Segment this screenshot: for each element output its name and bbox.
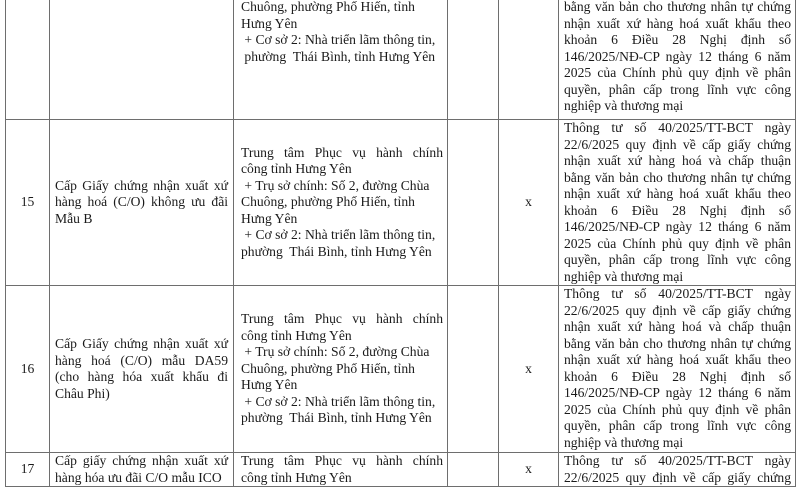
column-4-cell <box>448 453 499 487</box>
location-line: phường Thái Bình, tỉnh Hưng Yên <box>241 48 436 64</box>
location-line: Trung tâm Phục vụ hành chính <box>241 311 443 327</box>
location-line: Trung tâm Phục vụ hành chính <box>241 453 443 468</box>
legal-basis-line: bằng văn bản cho thương nhân tự chứng <box>564 169 791 185</box>
legal-basis-line: nghiệp và thương mại <box>564 268 684 284</box>
legal-basis-line: quyền, phân cấp trong lĩnh vực công <box>564 81 791 97</box>
location-line: Hưng Yên <box>241 210 298 226</box>
legal-basis-line: nhận xuất xứ hàng hoá xuất khẩu theo <box>564 352 791 367</box>
legal-basis-line: nhận xuất xứ hàng hoá xuất khẩu theo <box>564 186 791 201</box>
table-row <box>6 120 796 286</box>
legal-basis-line: 22/6/2025 quy định về cấp giấy chứng <box>564 469 791 485</box>
applicable-mark-cell <box>499 0 559 120</box>
legal-basis-line: bằng văn bản cho thương nhân tự chứng <box>564 335 791 351</box>
column-4-cell <box>448 0 499 120</box>
procedure-name-cell: Cấp Giấy chứng nhận xuất xứ hàng hoá (C/O) không ưu đãi Mẫu B <box>50 120 234 286</box>
legal-basis-line: nghiệp và thương mại <box>564 98 684 113</box>
legal-basis-line: Thông tư số 40/2025/TT-BCT ngày <box>564 286 791 301</box>
location-line: Trung tâm Phục vụ hành chính <box>241 144 443 160</box>
location-line: công tỉnh Hưng Yên <box>241 161 352 177</box>
legal-basis-cell <box>559 286 796 453</box>
legal-basis-line: nhận xuất xứ hàng hoá và chấp thuận <box>564 319 791 334</box>
legal-basis-line: bằng văn bản cho thương nhân tự chứng <box>564 0 791 14</box>
applicable-mark-cell: x <box>499 453 559 487</box>
location-line: Chuông, phường Phố Hiến, tỉnh <box>241 0 415 14</box>
legal-basis-line: 146/2025/NĐ-CP ngày 12 tháng 6 năm <box>564 219 791 234</box>
location-line: + Cơ sở 2: Nhà triển lãm thông tin, <box>241 393 436 409</box>
legal-basis-line: 146/2025/NĐ-CP ngày 12 tháng 6 năm <box>564 385 791 400</box>
location-line: + Trụ sở chính: Số 2, đường Chùa <box>241 177 430 193</box>
location-line: + Cơ sở 2: Nhà triển lãm thông tin, <box>241 227 436 243</box>
legal-basis-line: quyền, phân cấp trong lĩnh vực công <box>564 418 791 433</box>
legal-basis-line: nhận xuất xứ hàng hoá và chấp thuận <box>564 153 791 168</box>
legal-basis-line: nhận xuất xứ hàng hoá xuất khẩu theo <box>564 15 791 31</box>
table-row <box>6 286 796 453</box>
location-line: Chuông, phường Phố Hiến, tỉnh <box>241 194 415 210</box>
location-line: + Cơ sở 2: Nhà triển lãm thông tin, <box>241 32 436 47</box>
row-number-cell: 16 <box>6 286 50 453</box>
legal-basis-line: 2025 của Chính phủ quy định về phân <box>564 235 791 251</box>
row-number-cell: 17 <box>6 453 50 487</box>
location-line: công tỉnh Hưng Yên <box>241 327 352 343</box>
location-line: + Trụ sở chính: Số 2, đường Chùa <box>241 344 430 360</box>
row-number-cell: 15 <box>6 120 50 286</box>
column-4-cell <box>448 286 499 453</box>
applicable-mark-cell: x <box>499 120 559 286</box>
procedure-name-cell: Cấp Giấy chứng nhận xuất xứ hàng hoá (C/O) mẫu DA59 (cho hàng hóa xuất khẩu đi Châu Phi) <box>50 286 234 453</box>
legal-basis-line: 2025 của Chính phủ quy định về phân <box>564 65 791 80</box>
legal-basis-line: 22/6/2025 quy định về cấp giấy chứng <box>564 302 791 318</box>
legal-basis-line: quyền, phân cấp trong lĩnh vực công <box>564 252 791 267</box>
row-number-cell <box>6 0 50 120</box>
location-cell <box>234 120 448 286</box>
legal-basis-line: khoản 6 Điều 28 Nghị định số <box>564 368 791 384</box>
table-row <box>6 453 796 487</box>
location-cell <box>234 286 448 453</box>
legal-basis-line: nghiệp và thương mại <box>564 434 684 450</box>
legal-basis-line: khoản 6 Điều 28 Nghị định số <box>564 202 791 218</box>
location-line: công tỉnh Hưng Yên <box>241 469 352 485</box>
legal-basis-cell <box>559 120 796 286</box>
location-line: phường Thái Bình, tỉnh Hưng Yên <box>241 243 432 259</box>
column-4-cell <box>448 120 499 286</box>
legal-basis-line: Thông tư số 40/2025/TT-BCT ngày <box>564 453 791 468</box>
legal-basis-line: 146/2025/NĐ-CP ngày 12 tháng 6 năm <box>564 48 791 64</box>
location-line: phường Thái Bình, tỉnh Hưng Yên <box>241 410 432 426</box>
legal-basis-cell <box>559 0 796 120</box>
legal-basis-cell <box>559 453 796 487</box>
procedure-name-cell <box>50 0 234 120</box>
legal-basis-line: Thông tư số 40/2025/TT-BCT ngày <box>564 120 791 135</box>
location-line: Hưng Yên <box>241 377 298 393</box>
legal-basis-line: khoản 6 Điều 28 Nghị định số <box>564 32 791 47</box>
procedure-name-cell: Cấp giấy chứng nhận xuất xứ hàng hóa ưu đãi C/O mẫu ICO <box>50 453 234 487</box>
legal-basis-line: 22/6/2025 quy định về cấp giấy chứng <box>564 136 791 152</box>
table-row <box>6 0 796 120</box>
legal-basis-line: 2025 của Chính phủ quy định về phân <box>564 401 791 417</box>
location-line: Chuông, phường Phố Hiến, tỉnh <box>241 360 415 376</box>
location-cell <box>234 0 448 120</box>
location-line: Hưng Yên <box>241 15 298 31</box>
location-cell <box>234 453 448 487</box>
procedures-table <box>5 0 796 487</box>
applicable-mark-cell: x <box>499 286 559 453</box>
